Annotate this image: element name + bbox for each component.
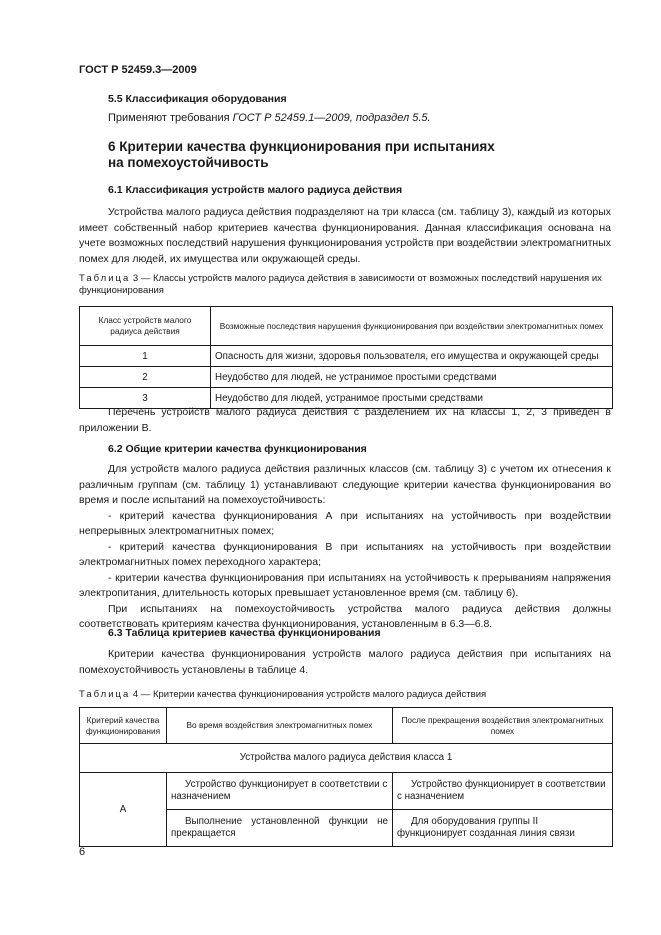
document-code: ГОСТ Р 52459.3—2009 xyxy=(79,64,197,76)
page-number: 6 xyxy=(79,846,86,858)
table-3-cell-class: 2 xyxy=(80,367,211,388)
criteria-list-item-b: - критерий качества функционирования В при испытаниях на устойчивость при воздействии электромагнитных помех переходного характера; xyxy=(79,540,611,568)
table-3-caption xyxy=(79,273,611,297)
section-5-5-reference: ГОСТ Р 52459.1—2009, подраздел 5.5. xyxy=(232,112,431,124)
table-3-cell-class: 1 xyxy=(80,346,211,367)
section-6-1-paragraph: Устройства малого радиуса действия подразделяют на три класса (см. таблицу 3), каждый из которых имеет собственный набор критериев качества функционирования. Данная классификация основана на учете возможных последствий нарушения функционирования устройств при воздействии электромагнитных помех для людей, их имущества или окружающей среды. xyxy=(79,206,611,265)
table-row xyxy=(80,346,613,367)
table-4-caption-text: 4 — Критерии качества функционирования устройств малого радиуса действия xyxy=(130,689,487,700)
criteria-list-item-interruptions: - критерии качества функционирования при испытаниях на устойчивость к прерываниям напряжения электропитания, длительность которых превышает установленное время (см. таблицу 6). xyxy=(79,571,611,599)
table-4-header-criterion: Критерий качества функционирования xyxy=(80,708,167,744)
section-6-title-line2: на помехоустойчивость xyxy=(108,155,269,170)
table-4-header-during: Во время воздействия электромагнитных помех xyxy=(167,708,393,744)
section-6-2-title: 6.2 Общие критерии качества функционирования xyxy=(108,443,367,455)
table-4-during-cell: Устройство функционирует в соответствии с назначением xyxy=(167,773,393,810)
table-4-header-row xyxy=(80,708,613,744)
section-6-title xyxy=(108,139,568,171)
table-4-after-cell: Для оборудования группы II функционирует созданная линия связи xyxy=(393,810,613,847)
table-3-caption-label: Таблица xyxy=(79,273,131,284)
section-6-2-paragraph-1: Для устройств малого радиуса действия различных классов (см. таблицу 3) с учетом их отнесения к различным группам (см. таблицу 1) устанавливают следующие критерии качества функционирования во время и после испытаний на помехоустойчивость: xyxy=(79,463,611,506)
table-3-header-row xyxy=(80,307,613,346)
table-4-header-after: После прекращения воздействия электромагнитных помех xyxy=(393,708,613,744)
section-6-3-paragraph: Критерии качества функционирования устройств малого радиуса действия при испытаниях на помехоустойчивость установлены в таблице 4. xyxy=(79,648,611,676)
section-6-1-title: 6.1 Классификация устройств малого радиуса действия xyxy=(108,184,403,196)
table-3-header-consequences: Возможные последствия нарушения функционирования при воздействии электромагнитных помех xyxy=(211,307,613,346)
table-4-criterion-cell: А xyxy=(80,773,167,847)
table-4 xyxy=(79,707,613,847)
table-4-caption xyxy=(79,689,611,701)
table-3-cell-consequence: Опасность для жизни, здоровья пользователя, его имущества и окружающей среды xyxy=(211,346,613,367)
table-3-caption-text: 3 — Классы устройств малого радиуса действия в зависимости от возможных последствий нарушения их функционирования xyxy=(79,273,602,296)
table-4-group-row xyxy=(80,744,613,773)
section-6-3-title: 6.3 Таблица критериев качества функционирования xyxy=(108,627,381,639)
table-3-cell-class: 3 xyxy=(80,388,211,409)
table-3 xyxy=(79,306,613,409)
section-5-5-prefix: Применяют требования xyxy=(108,112,233,124)
section-6-2-paragraph-2: При испытаниях на помехоустойчивость устройства малого радиуса действия должны соответствовать критериям качества функционирования, установленным в 6.3—6.8. xyxy=(79,602,611,630)
table-3-cell-consequence: Неудобство для людей, не устранимое простыми средствами xyxy=(211,367,613,388)
table-row xyxy=(80,367,613,388)
table-3-cell-consequence: Неудобство для людей, устранимое простыми средствами xyxy=(211,388,613,409)
table-4-after-cell: Устройство функционирует в соответствии с назначением xyxy=(393,773,613,810)
table-4-during-cell: Выполнение установленной функции не прекращается xyxy=(167,810,393,847)
section-6-2-body xyxy=(79,462,611,633)
section-5-5-title: 5.5 Классификация оборудования xyxy=(108,93,287,105)
table-4-caption-label: Таблица xyxy=(79,689,131,700)
table-row xyxy=(80,773,613,810)
table-3-note-paragraph: Перечень устройств малого радиуса действия с разделением их на классы 1, 2, 3 приведен в приложении В. xyxy=(79,406,611,434)
section-5-5-text xyxy=(108,111,431,127)
section-6-title-line1: 6 Критерии качества функционирования при испытаниях xyxy=(108,139,495,154)
criteria-list-item-a: - критерий качества функционирования А при испытаниях на устойчивость при воздействии непрерывных электромагнитных помех; xyxy=(79,509,611,537)
table-4-group-label: Устройства малого радиуса действия класса 1 xyxy=(80,744,613,773)
table-3-header-class: Класс устройств малого радиуса действия xyxy=(80,307,211,346)
